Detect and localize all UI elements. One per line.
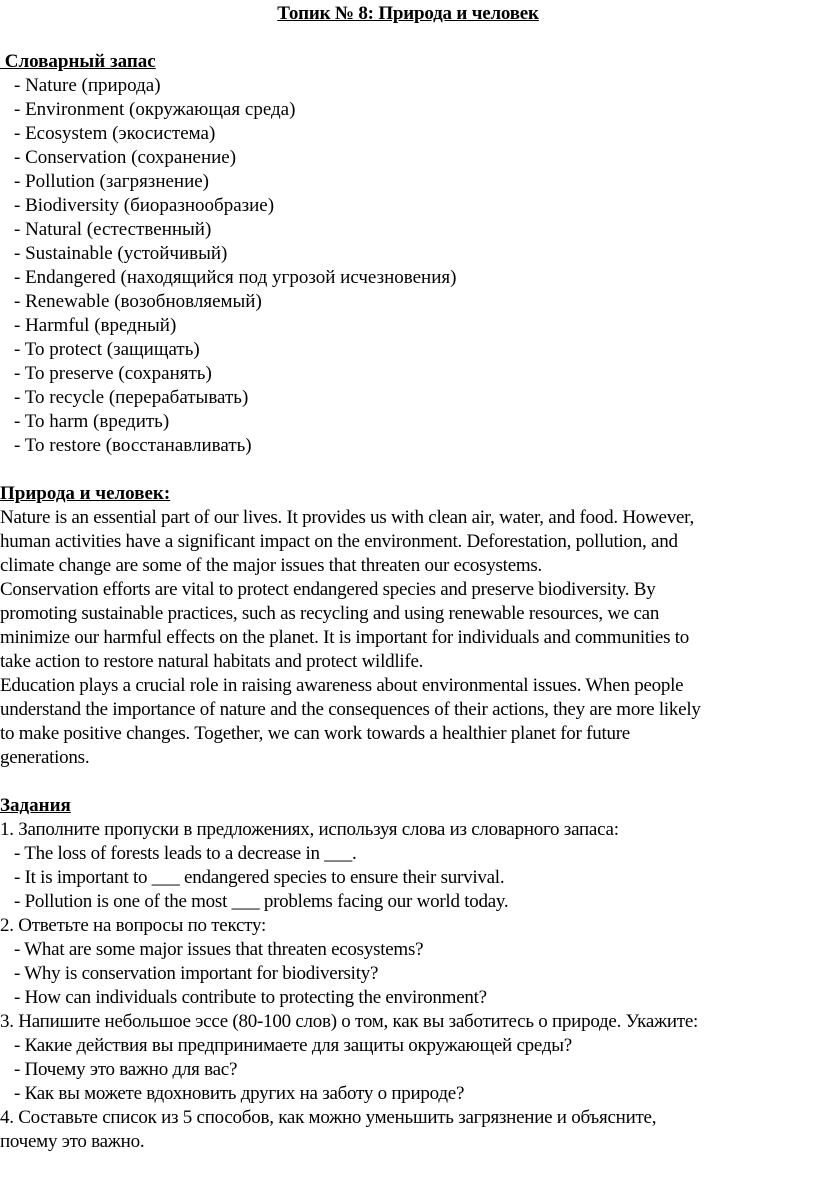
vocab-item: - Conservation (сохранение) — [14, 147, 237, 168]
vocab-item: - Nature (природа) — [14, 75, 161, 96]
task-2-item: - Why is conservation important for biodiversity? — [14, 963, 379, 984]
paragraph-line: to make positive changes. Together, we can work towards a healthier planet for future — [0, 723, 630, 744]
vocab-item: - To preserve (сохранять) — [14, 363, 212, 384]
vocab-item: - Renewable (возобновляемый) — [14, 291, 262, 312]
document-title: Топик № 8: Природа и человек — [277, 3, 539, 24]
vocab-item: - Pollution (загрязнение) — [14, 171, 210, 192]
task-3-item: - Какие действия вы предпринимаете для защиты окружающей среды? — [14, 1035, 572, 1056]
task-1-item: - The loss of forests leads to a decrease in ___. — [14, 843, 357, 864]
task-3-instruction: 3. Напишите небольшое эссе (80-100 слов) о том, как вы заботитесь о природе. Укажите: — [0, 1011, 699, 1032]
task-2-item: - How can individuals contribute to protecting the environment? — [14, 987, 487, 1008]
vocab-item: - To recycle (перерабатывать) — [14, 387, 249, 408]
task-4-instruction: 4. Составьте список из 5 способов, как можно уменьшить загрязнение и объясните, — [0, 1107, 657, 1128]
vocab-item: - Natural (естественный) — [14, 219, 212, 240]
vocab-item: - Environment (окружающая среда) — [14, 99, 296, 120]
vocab-item: - Ecosystem (экосистема) — [14, 123, 216, 144]
paragraph-line: promoting sustainable practices, such as recycling and using renewable resources, we can — [0, 603, 660, 624]
task-2-item: - What are some major issues that threaten ecosystems? — [14, 939, 424, 960]
task-4-instruction-continued: почему это важно. — [0, 1131, 145, 1152]
paragraph-line: human activities have a significant impact on the environment. Deforestation, pollution, and — [0, 531, 678, 552]
paragraph-line: understand the importance of nature and the consequences of their actions, they are more likely — [0, 699, 701, 720]
tasks-heading: Задания — [0, 795, 71, 816]
paragraph-line: Conservation efforts are vital to protect endangered species and preserve biodiversity. By — [0, 579, 656, 600]
paragraph-line: Education plays a crucial role in raising awareness about environmental issues. When people — [0, 675, 684, 696]
task-3-item: - Как вы можете вдохновить других на заботу о природе? — [14, 1083, 465, 1104]
paragraph-line: Nature is an essential part of our lives. It provides us with clean air, water, and food. However, — [0, 507, 694, 528]
vocab-item: - Endangered (находящийся под угрозой исчезновения) — [14, 267, 457, 288]
paragraph-line: minimize our harmful effects on the planet. It is important for individuals and communities to — [0, 627, 690, 648]
vocab-item: - To restore (восстанавливать) — [14, 435, 252, 456]
task-1-item: - Pollution is one of the most ___ problems facing our world today. — [14, 891, 509, 912]
vocab-item: - To harm (вредить) — [14, 411, 170, 432]
vocab-item: - Harmful (вредный) — [14, 315, 177, 336]
task-1-item: - It is important to ___ endangered species to ensure their survival. — [14, 867, 505, 888]
vocab-item: - Sustainable (устойчивый) — [14, 243, 228, 264]
vocab-item: - Biodiversity (биоразнообразие) — [14, 195, 275, 216]
task-1-instruction: 1. Заполните пропуски в предложениях, используя слова из словарного запаса: — [0, 819, 619, 840]
text-section-heading: Природа и человек: — [0, 483, 171, 504]
vocab-item: - To protect (защищать) — [14, 339, 200, 360]
paragraph-line: take action to restore natural habitats and protect wildlife. — [0, 651, 424, 672]
vocabulary-heading: Словарный запас — [0, 51, 156, 72]
paragraph-line: generations. — [0, 747, 90, 768]
task-3-item: - Почему это важно для вас? — [14, 1059, 238, 1080]
task-2-instruction: 2. Ответьте на вопросы по тексту: — [0, 915, 267, 936]
paragraph-line: climate change are some of the major issues that threaten our ecosystems. — [0, 555, 543, 576]
